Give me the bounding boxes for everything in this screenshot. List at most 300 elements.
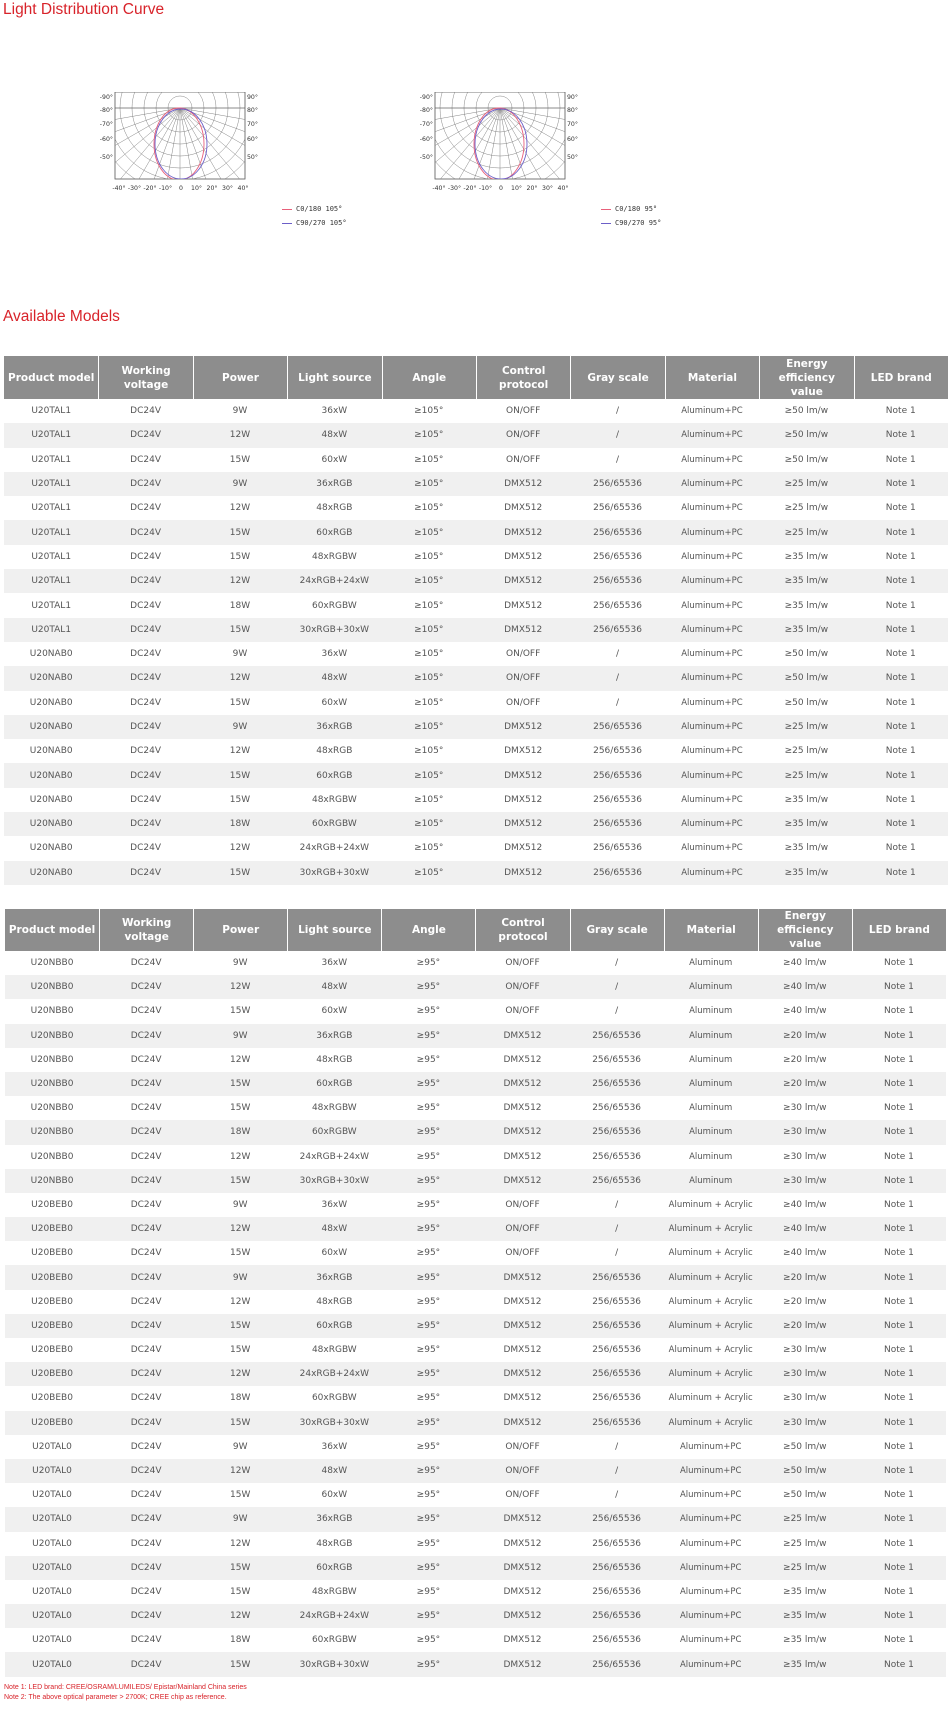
cell-control-protocol: DMX512 xyxy=(475,1024,569,1048)
left-angle-label: -70° xyxy=(419,121,433,128)
cell-led-brand: Note 1 xyxy=(885,794,916,805)
cell-led-brand: Note 1 xyxy=(852,1556,946,1580)
available-models-title: Available Models xyxy=(3,308,120,325)
right-angle-label: 90° xyxy=(247,94,258,101)
cell-light-source: 48xW xyxy=(287,975,381,999)
cell-control-protocol: DMX512 xyxy=(503,1296,542,1307)
cell-material: Aluminum+PC xyxy=(665,715,759,739)
table-row xyxy=(5,1145,946,1169)
cell-energy-efficiency: ≥50 lm/w xyxy=(783,1441,827,1452)
cell-light-source: 60xRGB xyxy=(287,763,381,787)
cell-material: Aluminum xyxy=(689,1151,733,1162)
cell-led-brand: Note 1 xyxy=(883,1248,914,1259)
cell-product-model: U20NBB0 xyxy=(5,1169,99,1193)
cell-light-source: 30xRGB+30xW xyxy=(287,618,381,642)
table-row xyxy=(5,1290,946,1314)
cell-material: Aluminum xyxy=(664,1072,758,1096)
cell-angle: ≥105° xyxy=(382,520,476,544)
cell-led-brand: Note 1 xyxy=(854,520,948,544)
cell-control-protocol: ON/OFF xyxy=(476,423,570,447)
cell-power: 9W xyxy=(193,1265,287,1289)
cell-angle: ≥95° xyxy=(416,1441,441,1452)
cell-power: 15W xyxy=(193,1314,287,1338)
table-row xyxy=(5,1507,946,1531)
header-product-model: Product model xyxy=(4,356,98,399)
cell-power: 15W xyxy=(193,618,287,642)
cell-control-protocol: DMX512 xyxy=(476,569,570,593)
cell-led-brand: Note 1 xyxy=(852,1459,946,1483)
cell-material: Aluminum+PC xyxy=(665,520,759,544)
cell-energy-efficiency: ≥35 lm/w xyxy=(758,1652,852,1676)
cell-energy-efficiency: ≥30 lm/w xyxy=(783,1151,827,1162)
cell-product-model: U20NAB0 xyxy=(4,763,98,787)
cell-light-source: 36xW xyxy=(321,1441,348,1452)
cell-control-protocol: DMX512 xyxy=(503,1635,542,1646)
cell-gray-scale: 256/65536 xyxy=(593,794,642,805)
cell-led-brand: Note 1 xyxy=(883,1393,914,1404)
cell-control-protocol: ON/OFF xyxy=(505,1490,540,1501)
cell-power: 15W xyxy=(193,763,287,787)
header-working-voltage: Working voltage xyxy=(98,356,192,399)
header-angle: Angle xyxy=(382,356,476,399)
cell-angle: ≥95° xyxy=(416,1199,441,1210)
cell-energy-efficiency: ≥20 lm/w xyxy=(758,1024,852,1048)
cell-material: Aluminum+PC xyxy=(664,1507,758,1531)
cell-energy-efficiency: ≥50 lm/w xyxy=(759,666,853,690)
cell-light-source: 60xRGB xyxy=(287,1556,381,1580)
cell-light-source: 36xW xyxy=(321,1199,348,1210)
cell-working-voltage: DC24V xyxy=(99,1120,193,1144)
bottom-angle-label: 40° xyxy=(237,185,249,192)
cell-angle: ≥105° xyxy=(414,697,444,708)
cell-product-model: U20NAB0 xyxy=(4,715,98,739)
cell-control-protocol: ON/OFF xyxy=(505,1248,540,1259)
cell-product-model: U20NBB0 xyxy=(30,1054,74,1065)
cell-working-voltage: DC24V xyxy=(98,472,192,496)
cell-control-protocol: DMX512 xyxy=(503,1151,542,1162)
cell-light-source: 36xW xyxy=(321,649,348,660)
cell-light-source: 60xW xyxy=(321,697,348,708)
table-row xyxy=(5,1048,946,1072)
cell-product-model: U20TAL0 xyxy=(5,1652,99,1676)
cell-light-source: 24xRGB+24xW xyxy=(299,1151,370,1162)
cell-light-source: 60xW xyxy=(321,1490,348,1501)
cell-product-model: U20BEB0 xyxy=(31,1248,73,1259)
table-row xyxy=(4,836,948,860)
table-row xyxy=(4,593,948,617)
cell-material: Aluminum+PC xyxy=(681,649,743,660)
cell-control-protocol: DMX512 xyxy=(476,715,570,739)
cell-gray-scale: 256/65536 xyxy=(593,843,642,854)
right-angle-label: 80° xyxy=(567,107,578,114)
cell-control-protocol: DMX512 xyxy=(503,1345,542,1356)
cell-material: Aluminum + Acrylic xyxy=(664,1362,758,1386)
table-row xyxy=(5,1483,946,1507)
cell-energy-efficiency: ≥20 lm/w xyxy=(783,1296,827,1307)
bottom-angle-label: 40° xyxy=(557,185,569,192)
table-row xyxy=(4,861,948,885)
cell-working-voltage: DC24V xyxy=(130,794,161,805)
cell-light-source: 60xRGB xyxy=(287,1072,381,1096)
cell-energy-efficiency: ≥30 lm/w xyxy=(783,1103,827,1114)
cell-led-brand: Note 1 xyxy=(883,1635,914,1646)
table-row xyxy=(4,496,948,520)
header-led-brand: LED brand xyxy=(852,909,946,951)
cell-energy-efficiency: ≥35 lm/w xyxy=(759,569,853,593)
right-angle-label: 70° xyxy=(567,121,578,128)
cell-power: 15W xyxy=(229,454,251,465)
cell-led-brand: Note 1 xyxy=(885,600,916,611)
cell-working-voltage: DC24V xyxy=(98,812,192,836)
cell-product-model: U20TAL0 xyxy=(32,1635,72,1646)
cell-control-protocol: DMX512 xyxy=(503,1586,542,1597)
cell-gray-scale: 256/65536 xyxy=(570,1024,664,1048)
cell-control-protocol: DMX512 xyxy=(504,503,543,514)
table-row xyxy=(5,1628,946,1652)
header-power: Power xyxy=(193,909,287,951)
cell-working-voltage: DC24V xyxy=(98,861,192,885)
cell-product-model: U20TAL1 xyxy=(4,618,98,642)
cell-energy-efficiency: ≥35 lm/w xyxy=(783,1635,827,1646)
cell-material: Aluminum+PC xyxy=(665,423,759,447)
cell-energy-efficiency: ≥25 lm/w xyxy=(759,763,853,787)
cell-power: 15W xyxy=(230,1586,251,1597)
cell-energy-efficiency: ≥35 lm/w xyxy=(784,551,829,562)
cell-gray-scale: 256/65536 xyxy=(570,520,664,544)
cell-power: 12W xyxy=(193,423,287,447)
cell-energy-efficiency: ≥50 lm/w xyxy=(783,1490,827,1501)
cell-energy-efficiency: ≥25 lm/w xyxy=(784,746,829,757)
cell-working-voltage: DC24V xyxy=(98,666,192,690)
cell-energy-efficiency: ≥25 lm/w xyxy=(783,1538,827,1549)
cell-control-protocol: DMX512 xyxy=(475,1652,569,1676)
cell-energy-efficiency: ≥50 lm/w xyxy=(784,454,829,465)
cell-gray-scale: 256/65536 xyxy=(593,600,642,611)
table-header-row xyxy=(4,356,948,399)
cell-gray-scale: 256/65536 xyxy=(592,1103,642,1114)
cell-working-voltage: DC24V xyxy=(130,1393,162,1404)
light-distribution-chart-1 xyxy=(97,92,285,207)
cell-working-voltage: DC24V xyxy=(130,1490,162,1501)
cell-power: 9W xyxy=(232,1441,248,1452)
cell-energy-efficiency: ≥50 lm/w xyxy=(784,697,829,708)
left-angle-label: -70° xyxy=(99,121,113,128)
cell-energy-efficiency: ≥25 lm/w xyxy=(758,1556,852,1580)
cell-material: Aluminum+PC xyxy=(681,503,743,514)
cell-light-source: 60xRGBW xyxy=(311,1393,357,1404)
cell-led-brand: Note 1 xyxy=(885,697,916,708)
cell-power: 12W xyxy=(229,503,251,514)
cell-product-model: U20BEB0 xyxy=(5,1362,99,1386)
cell-control-protocol: DMX512 xyxy=(476,618,570,642)
cell-material: Aluminum + Acrylic xyxy=(668,1248,753,1259)
cell-control-protocol: DMX512 xyxy=(504,600,543,611)
cell-power: 9W xyxy=(232,649,248,660)
cell-working-voltage: DC24V xyxy=(99,1556,193,1580)
header-angle: Angle xyxy=(381,909,475,951)
polar-chart-1-svg xyxy=(97,92,285,202)
table-row xyxy=(5,999,946,1023)
cell-material: Aluminum+PC xyxy=(664,1556,758,1580)
table-row xyxy=(5,1604,946,1628)
cell-material: Aluminum xyxy=(664,1024,758,1048)
cell-working-voltage: DC24V xyxy=(130,1538,162,1549)
cell-power: 15W xyxy=(193,520,287,544)
table-row xyxy=(4,448,948,472)
cell-angle: ≥95° xyxy=(381,1314,475,1338)
cell-led-brand: Note 1 xyxy=(852,1072,946,1096)
table-row xyxy=(4,715,948,739)
cell-control-protocol: ON/OFF xyxy=(475,975,569,999)
cell-light-source: 24xRGB+24xW xyxy=(287,569,381,593)
cell-product-model: U20TAL1 xyxy=(4,472,98,496)
cell-product-model: U20TAL1 xyxy=(4,569,98,593)
cell-working-voltage: DC24V xyxy=(99,1217,193,1241)
cell-angle: ≥105° xyxy=(414,454,444,465)
models-table-2 xyxy=(5,909,946,1677)
bottom-angle-label: -30° xyxy=(447,185,462,192)
cell-led-brand: Note 1 xyxy=(885,649,916,660)
cell-product-model: U20NAB0 xyxy=(29,697,73,708)
cell-light-source: 60xRGB xyxy=(287,1314,381,1338)
cell-led-brand: Note 1 xyxy=(883,1586,914,1597)
cell-light-source: 48xRGB xyxy=(316,1296,353,1307)
cell-angle: ≥105° xyxy=(414,746,444,757)
cell-gray-scale: 256/65536 xyxy=(592,1635,642,1646)
cell-product-model: U20TAL1 xyxy=(31,454,72,465)
cell-led-brand: Note 1 xyxy=(854,618,948,642)
cell-energy-efficiency: ≥25 lm/w xyxy=(759,715,853,739)
table-row xyxy=(5,1459,946,1483)
table-row xyxy=(4,763,948,787)
bottom-angle-label: -40° xyxy=(432,185,446,192)
right-angle-label: 50° xyxy=(567,154,578,161)
cell-gray-scale: 256/65536 xyxy=(570,618,664,642)
cell-light-source: 24xRGB+24xW xyxy=(287,1362,381,1386)
cell-led-brand: Note 1 xyxy=(883,1151,914,1162)
cell-power: 15W xyxy=(229,697,251,708)
cell-angle: ≥105° xyxy=(382,763,476,787)
cell-control-protocol: ON/OFF xyxy=(505,1199,540,1210)
cell-control-protocol: DMX512 xyxy=(475,1507,569,1531)
cell-control-protocol: DMX512 xyxy=(475,1411,569,1435)
cell-control-protocol: ON/OFF xyxy=(475,1459,569,1483)
cell-control-protocol: DMX512 xyxy=(476,472,570,496)
cell-gray-scale: / xyxy=(616,697,620,708)
cell-energy-efficiency: ≥20 lm/w xyxy=(758,1072,852,1096)
cell-energy-efficiency: ≥25 lm/w xyxy=(759,520,853,544)
bottom-angle-label: 0 xyxy=(499,185,503,192)
cell-led-brand: Note 1 xyxy=(852,975,946,999)
cell-led-brand: Note 1 xyxy=(854,423,948,447)
cell-gray-scale: 256/65536 xyxy=(570,1072,664,1096)
cell-working-voltage: DC24V xyxy=(130,958,162,969)
cell-working-voltage: DC24V xyxy=(130,1199,162,1210)
cell-angle: ≥105° xyxy=(414,551,444,562)
table-row xyxy=(5,1362,946,1386)
table-row xyxy=(4,520,948,544)
legend-label-c0: C0/180 95° xyxy=(615,205,658,213)
cell-angle: ≥105° xyxy=(382,715,476,739)
cell-product-model: U20BEB0 xyxy=(31,1393,73,1404)
cell-material: Aluminum+PC xyxy=(665,472,759,496)
cell-product-model: U20TAL1 xyxy=(31,503,72,514)
cell-angle: ≥95° xyxy=(381,1362,475,1386)
cell-angle: ≥95° xyxy=(381,1265,475,1289)
cell-material: Aluminum+PC xyxy=(679,1441,742,1452)
cell-working-voltage: DC24V xyxy=(130,454,161,465)
cell-angle: ≥105° xyxy=(382,666,476,690)
cell-angle: ≥105° xyxy=(414,406,444,417)
bottom-angle-label: -10° xyxy=(158,185,173,192)
legend-swatch-c0 xyxy=(601,209,611,210)
cell-gray-scale: 256/65536 xyxy=(592,1054,642,1065)
cell-control-protocol: DMX512 xyxy=(503,1103,542,1114)
table-row xyxy=(5,1532,946,1556)
cell-led-brand: Note 1 xyxy=(854,812,948,836)
cell-angle: ≥105° xyxy=(414,649,444,660)
left-angle-label: -80° xyxy=(99,107,113,114)
header-energy-efficiency: Energy efficiency value xyxy=(758,909,852,951)
cell-energy-efficiency: ≥20 lm/w xyxy=(758,1314,852,1338)
cell-angle: ≥95° xyxy=(416,1103,441,1114)
cell-gray-scale: / xyxy=(570,1217,664,1241)
grid-radial xyxy=(180,108,285,143)
table-row xyxy=(5,1193,946,1217)
cell-power: 15W xyxy=(193,861,287,885)
table-row xyxy=(5,1096,946,1120)
table-row xyxy=(4,472,948,496)
cell-gray-scale: 256/65536 xyxy=(570,763,664,787)
table-row xyxy=(5,1241,946,1265)
cell-product-model: U20NAB0 xyxy=(4,666,98,690)
table-row xyxy=(5,1120,946,1144)
cell-gray-scale: 256/65536 xyxy=(570,861,664,885)
cell-light-source: 60xRGBW xyxy=(311,600,357,611)
table-row xyxy=(5,1314,946,1338)
cell-working-voltage: DC24V xyxy=(130,1248,162,1259)
cell-working-voltage: DC24V xyxy=(130,1151,162,1162)
footnotes xyxy=(4,1683,247,1702)
cell-angle: ≥95° xyxy=(416,1345,441,1356)
cell-angle: ≥95° xyxy=(416,1393,441,1404)
cell-material: Aluminum xyxy=(664,975,758,999)
cell-light-source: 60xW xyxy=(321,1006,348,1017)
cell-angle: ≥95° xyxy=(381,1459,475,1483)
cell-power: 9W xyxy=(193,1507,287,1531)
cell-product-model: U20NBB0 xyxy=(5,1120,99,1144)
cell-material: Aluminum+PC xyxy=(679,1586,742,1597)
header-gray-scale: Gray scale xyxy=(570,356,664,399)
cell-product-model: U20NBB0 xyxy=(30,1151,74,1162)
table-row xyxy=(5,1411,946,1435)
cell-energy-efficiency: ≥40 lm/w xyxy=(758,975,852,999)
table-row xyxy=(4,423,948,447)
cell-power: 12W xyxy=(193,1217,287,1241)
cell-light-source: 48xW xyxy=(287,666,381,690)
cell-light-source: 36xRGB xyxy=(287,1265,381,1289)
cell-angle: ≥95° xyxy=(381,975,475,999)
cell-gray-scale: 256/65536 xyxy=(592,1345,642,1356)
header-light-source: Light source xyxy=(287,356,381,399)
cell-power: 15W xyxy=(230,1490,251,1501)
cell-energy-efficiency: ≥30 lm/w xyxy=(783,1393,827,1404)
cell-control-protocol: ON/OFF xyxy=(476,666,570,690)
table-row xyxy=(5,975,946,999)
cell-power: 12W xyxy=(230,1151,251,1162)
cell-gray-scale: 256/65536 xyxy=(593,746,642,757)
cell-power: 15W xyxy=(230,1345,251,1356)
cell-power: 15W xyxy=(229,551,251,562)
cell-light-source: 36xRGB xyxy=(287,715,381,739)
cell-material: Aluminum + Acrylic xyxy=(664,1265,758,1289)
cell-light-source: 60xRGBW xyxy=(311,1635,357,1646)
left-angle-label: -50° xyxy=(99,154,113,161)
cell-angle: ≥95° xyxy=(381,1604,475,1628)
cell-angle: ≥95° xyxy=(416,1054,441,1065)
cell-energy-efficiency: ≥30 lm/w xyxy=(783,1345,827,1356)
grid-radial xyxy=(500,108,605,176)
cell-material: Aluminum+PC xyxy=(679,1490,742,1501)
cell-led-brand: Note 1 xyxy=(852,1411,946,1435)
cell-gray-scale: 256/65536 xyxy=(570,1411,664,1435)
cell-power: 15W xyxy=(230,1006,251,1017)
bottom-angle-label: -20° xyxy=(143,185,157,192)
cell-power: 9W xyxy=(232,406,248,417)
cell-gray-scale: / xyxy=(615,1441,619,1452)
cell-working-voltage: DC24V xyxy=(98,520,192,544)
cell-power: 12W xyxy=(193,1604,287,1628)
cell-gray-scale: 256/65536 xyxy=(570,1556,664,1580)
cell-working-voltage: DC24V xyxy=(130,600,161,611)
footnote-1: Note 1: LED brand: CREE/OSRAM/LUMILEDS/ Epistar/Mainland China series xyxy=(4,1684,247,1691)
cell-gray-scale: 256/65536 xyxy=(570,1362,664,1386)
cell-control-protocol: ON/OFF xyxy=(475,1217,569,1241)
cell-gray-scale: / xyxy=(615,1199,619,1210)
cell-energy-efficiency: ≥30 lm/w xyxy=(758,1411,852,1435)
cell-power: 12W xyxy=(193,1362,287,1386)
cell-power: 12W xyxy=(193,569,287,593)
legend-swatch-c90 xyxy=(282,223,292,224)
cell-led-brand: Note 1 xyxy=(883,1490,914,1501)
cell-control-protocol: DMX512 xyxy=(475,1604,569,1628)
cell-angle: ≥105° xyxy=(382,423,476,447)
cell-angle: ≥105° xyxy=(382,861,476,885)
cell-material: Aluminum + Acrylic xyxy=(668,1345,753,1356)
left-angle-label: -60° xyxy=(99,136,113,143)
table-row xyxy=(5,1580,946,1604)
cell-product-model: U20TAL1 xyxy=(4,423,98,447)
cell-light-source: 30xRGB+30xW xyxy=(287,1169,381,1193)
legend-swatch-c90 xyxy=(601,223,611,224)
cell-power: 18W xyxy=(193,1120,287,1144)
cell-material: Aluminum + Acrylic xyxy=(664,1314,758,1338)
cell-gray-scale: 256/65536 xyxy=(570,1604,664,1628)
cell-energy-efficiency: ≥25 lm/w xyxy=(758,1507,852,1531)
cell-control-protocol: DMX512 xyxy=(475,1169,569,1193)
cell-energy-efficiency: ≥30 lm/w xyxy=(758,1169,852,1193)
cell-led-brand: Note 1 xyxy=(852,1217,946,1241)
cell-energy-efficiency: ≥50 lm/w xyxy=(758,1459,852,1483)
cell-working-voltage: DC24V xyxy=(99,1459,193,1483)
cell-led-brand: Note 1 xyxy=(883,1441,914,1452)
legend-label-c90: C90/270 105° xyxy=(296,219,347,227)
cell-working-voltage: DC24V xyxy=(130,1054,162,1065)
cell-working-voltage: DC24V xyxy=(130,551,161,562)
cell-working-voltage: DC24V xyxy=(130,1586,162,1597)
header-control-protocol: Control protocol xyxy=(475,909,569,951)
cell-energy-efficiency: ≥50 lm/w xyxy=(759,423,853,447)
